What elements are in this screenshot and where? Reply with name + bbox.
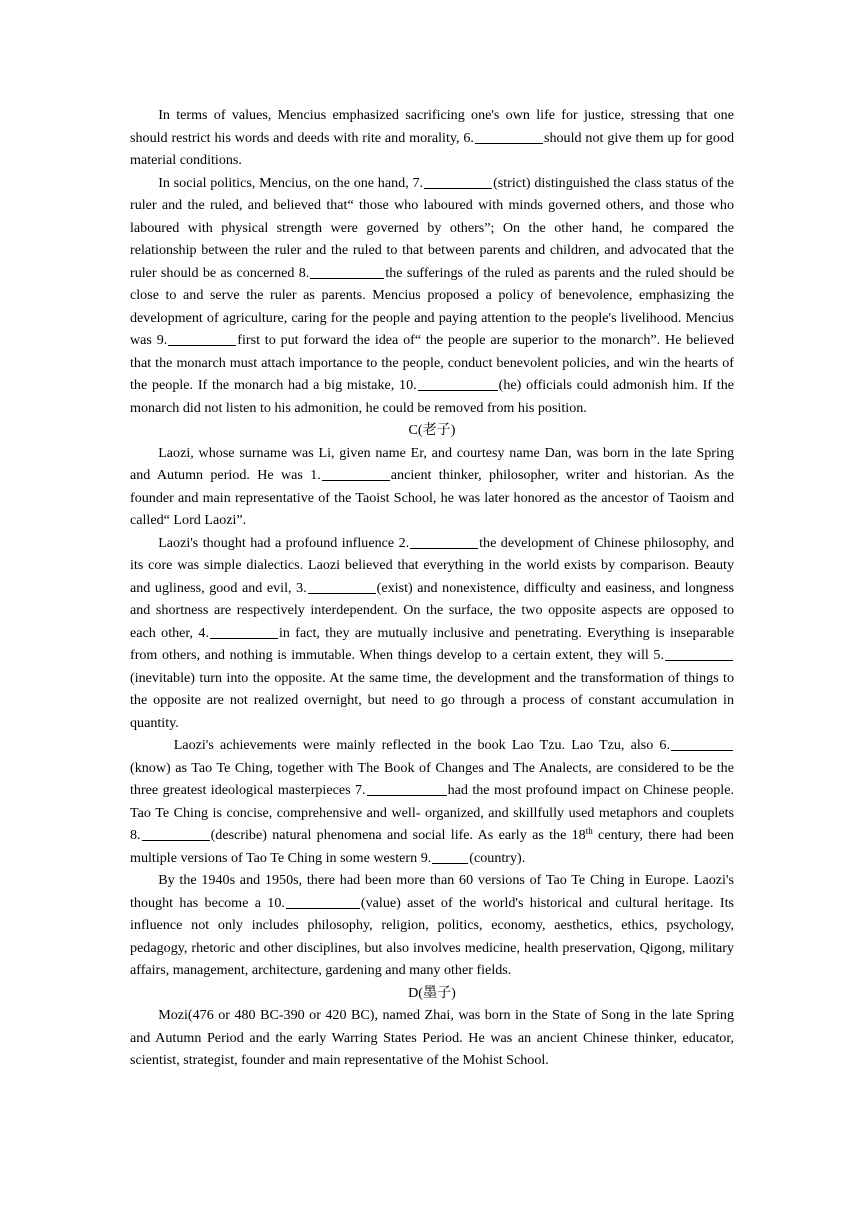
- text-run: (he) officials could admonish him. If the monarch did not listen to his admonition, he could be removed from his position.: [130, 377, 734, 416]
- text-run: first to put forward the idea of“ the people are superior to the monarch”. He believed that the monarch must attach importance to the people, conduct benevolent policies, and win the hearts of the people. If the monarch had a big mistake, 10.: [130, 332, 734, 393]
- document-page: [130, 104, 734, 1072]
- blank-8: [310, 264, 384, 279]
- text-run: in fact, they are mutually inclusive and penetrating. Everything is inseparable from others, and nothing is immutable. When things develop to a certain extent, they will 5.: [130, 624, 734, 663]
- laozi-achievements-paragraph: [130, 734, 734, 869]
- text-run: Laozi's achievements were mainly reflected in the book Lao Tzu. Lao Tzu, also 6.: [173, 737, 670, 753]
- text-run: In terms of values, Mencius emphasized sacrificing one's own life for justice, stressing that one should restrict his words and deeds with rite and morality, 6.: [130, 107, 734, 146]
- section-heading-d: D(墨子): [408, 984, 456, 1001]
- laozi-intro-paragraph: [130, 442, 734, 532]
- blank-9: [168, 331, 236, 346]
- text-run: (know) as Tao Te Ching, together with The Book of Changes and The Analects, are considered to be the three greatest ideological masterpieces 7.: [130, 759, 734, 798]
- text-run: In social politics, Mencius, on the one hand, 7.: [158, 174, 424, 191]
- superscript: th: [585, 826, 593, 836]
- blank-3: [308, 579, 376, 594]
- mencius-values-paragraph: [130, 104, 734, 172]
- blank-10: [286, 894, 360, 909]
- blank-1: [322, 466, 390, 481]
- text-run: (country).: [469, 849, 526, 866]
- blank-7: [424, 174, 492, 189]
- text-run: By the 1940s and 1950s, there had been more than 60 versions of Tao Te Ching in Europe. Laozi's thought has become a 10.: [130, 872, 734, 911]
- mozi-intro-paragraph: Mozi(476 or 480 BC-390 or 420 BC), named Zhai, was born in the State of Song in the late Spring and Autumn Period and the early Warring States Period. He was an ancient Chinese thinker, educator, scientist, strategist, founder and main representative of the Mohist School.: [130, 1007, 734, 1068]
- text-run: (strict) distinguished the class status of the ruler and the ruled, and believed that“ those who laboured with minds governed others, and those who laboured with physical strength were governed by others”; On the other hand, he compared the relationship between the ruler and the ruled to that between parents and children, and advocated that the ruler should be as concerned 8.: [130, 174, 734, 281]
- text-run: Laozi, whose surname was Li, given name Er, and courtesy name Dan, was born in the late Spring and Autumn period. He was 1.: [130, 444, 734, 483]
- blank-8: [142, 826, 210, 841]
- blank-9: [432, 849, 468, 864]
- section-heading-c: C(老子): [408, 422, 456, 438]
- mencius-politics-paragraph: [130, 172, 734, 420]
- blank-7: [367, 781, 447, 796]
- text-run: (value) asset of the world's historical and cultural heritage. Its influence not only includes philosophy, religion, politics, economy, aesthetics, ethics, psychology, pedagogy, rhetoric and other disciplines, but also involves medicine, health preservation, Qigong, military affairs, management, architecture, gardening and many other fields.: [130, 894, 734, 978]
- text-run: (inevitable) turn into the opposite. At the same time, the development and the transformation of things to the opposite are not realized overnight, but need to go through a process of constant accumulation in quantity.: [130, 669, 734, 731]
- text-run: the sufferings of the ruled as parents and the ruled should be close to and serve the ruler as parents. Mencius proposed a policy of benevolence, emphasizing the development of agriculture, caring for the people and paying attention to the people's livelihood. Mencius was 9.: [130, 264, 735, 348]
- laozi-thought-paragraph: [130, 532, 734, 735]
- blank-5: [665, 646, 733, 661]
- blank-4: [210, 624, 278, 639]
- text-run: had the most profound impact on Chinese people. Tao Te Ching is concise, comprehensive and well- organized, and skillfully used metaphors and couplets 8.: [130, 782, 734, 843]
- blank-10: [418, 376, 498, 391]
- text-run: century, there had been multiple versions of Tao Te Ching in some western 9.: [130, 827, 734, 866]
- text-run: the development of Chinese philosophy, and its core was simple dialectics. Laozi believed that everything in the world exists by comparison. Beauty and ugliness, good and evil, 3.: [130, 534, 734, 596]
- text-run: ancient thinker, philosopher, writer and historian. As the founder and main representative of the Taoist School, he was later honored as the ancestor of Taoism and called“ Lord Laozi”.: [130, 467, 734, 528]
- blank-6: [475, 129, 543, 144]
- text-run: (exist) and nonexistence, difficulty and easiness, and longness and shortness are respectively interdependent. On the surface, the two opposite aspects are opposed to each other, 4.: [130, 579, 735, 641]
- blank-6: [671, 736, 733, 751]
- text-run: Laozi's thought had a profound influence 2.: [158, 534, 410, 551]
- laozi-influence-paragraph: [130, 869, 734, 982]
- blank-2: [410, 534, 478, 549]
- text-run: (describe) natural phenomena and social life. As early as the 18: [210, 827, 586, 843]
- text-run: should not give them up for good material conditions.: [130, 129, 734, 168]
